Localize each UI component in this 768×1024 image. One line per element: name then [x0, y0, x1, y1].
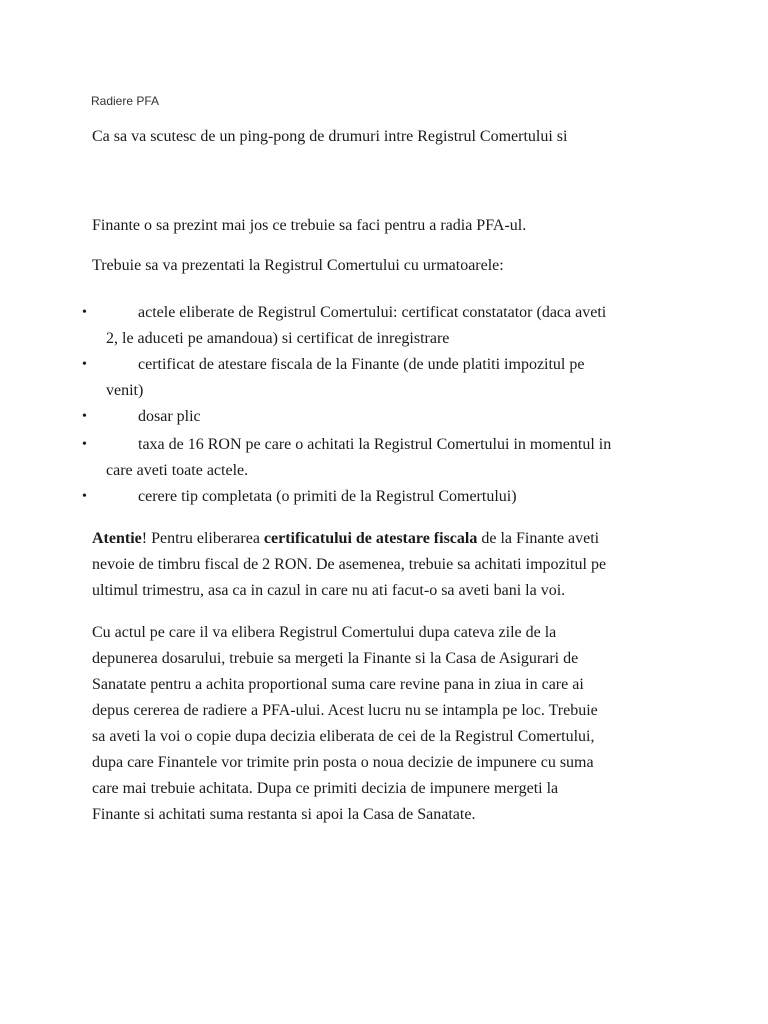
notice-text: ! Pentru eliberarea — [141, 530, 264, 547]
final-paragraph-line: sa aveti la voi o copie dupa decizia eliberata de cei de la Registrul Comertului, — [92, 728, 595, 745]
list-item-line-2: venit) — [106, 382, 144, 399]
list-item — [0, 404, 768, 432]
list-item — [0, 484, 768, 512]
bullet-icon: • — [82, 357, 87, 372]
notice-text: de la Finante aveti — [477, 530, 600, 547]
list-item-line-1: taxa de 16 RON pe care o achitati la Registrul Comertului in momentul in — [138, 436, 612, 453]
notice-line-2: nevoie de timbru fiscal de 2 RON. De asemenea, trebuie sa achitati impozitul pe — [92, 556, 607, 573]
list-item-line-1: dosar plic — [138, 408, 201, 425]
final-paragraph-line: dupa care Finantele vor trimite prin posta o noua decizie de impunere cu suma — [92, 754, 594, 771]
list-item-line-2: care aveti toate actele. — [106, 462, 249, 479]
intro-line-2: Finante o sa prezint mai jos ce trebuie sa faci pentru a radia PFA-ul. — [92, 217, 527, 234]
final-paragraph-line: Finante si achitati suma restanta si apoi la Casa de Sanatate. — [92, 806, 476, 823]
notice-emphasis: certificatului de atestare fiscala — [263, 530, 478, 547]
intro-line-1: Ca sa va scutesc de un ping-pong de drumuri intre Registrul Comertului si — [92, 128, 568, 145]
list-item-line-2: 2, le aduceti pe amandoua) si certificat de inregistrare — [106, 330, 450, 347]
notice-warning: Atentie — [92, 530, 142, 547]
final-paragraph — [92, 620, 682, 828]
document-label: Radiere PFA — [91, 94, 160, 108]
list-intro: Trebuie sa va prezentati la Registrul Comertului cu urmatoarele: — [92, 257, 504, 274]
bullet-icon: • — [82, 305, 87, 320]
final-paragraph-line: depus cererea de radiere a PFA-ului. Acest lucru nu se intampla pe loc. Trebuie — [92, 702, 598, 719]
list-item — [0, 432, 768, 484]
final-paragraph-line: Sanatate pentru a achita proportional suma care revine pana in ziua in care ai — [92, 676, 584, 693]
notice-paragraph — [92, 526, 682, 604]
list-item — [0, 300, 768, 352]
bullet-icon: • — [82, 409, 87, 424]
list-item-line-1: actele eliberate de Registrul Comertului: certificat constatator (daca aveti — [138, 304, 607, 321]
notice-line-1 — [92, 526, 682, 552]
list-item — [0, 352, 768, 404]
bullet-icon: • — [82, 489, 87, 504]
final-paragraph-line: Cu actul pe care il va elibera Registrul Comertului dupa cateva zile de la — [92, 624, 557, 641]
requirements-list — [0, 300, 768, 512]
list-item-line-1: certificat de atestare fiscala de la Finante (de unde platiti impozitul pe — [138, 356, 585, 373]
bullet-icon: • — [82, 437, 87, 452]
list-item-line-1: cerere tip completata (o primiti de la Registrul Comertului) — [138, 488, 517, 505]
notice-line-3: ultimul trimestru, asa ca in cazul in care nu ati facut-o sa aveti bani la voi. — [92, 582, 566, 599]
final-paragraph-line: depunerea dosarului, trebuie sa mergeti la Finante si la Casa de Asigurari de — [92, 650, 579, 667]
final-paragraph-line: care mai trebuie achitata. Dupa ce primiti decizia de impunere mergeti la — [92, 780, 559, 797]
